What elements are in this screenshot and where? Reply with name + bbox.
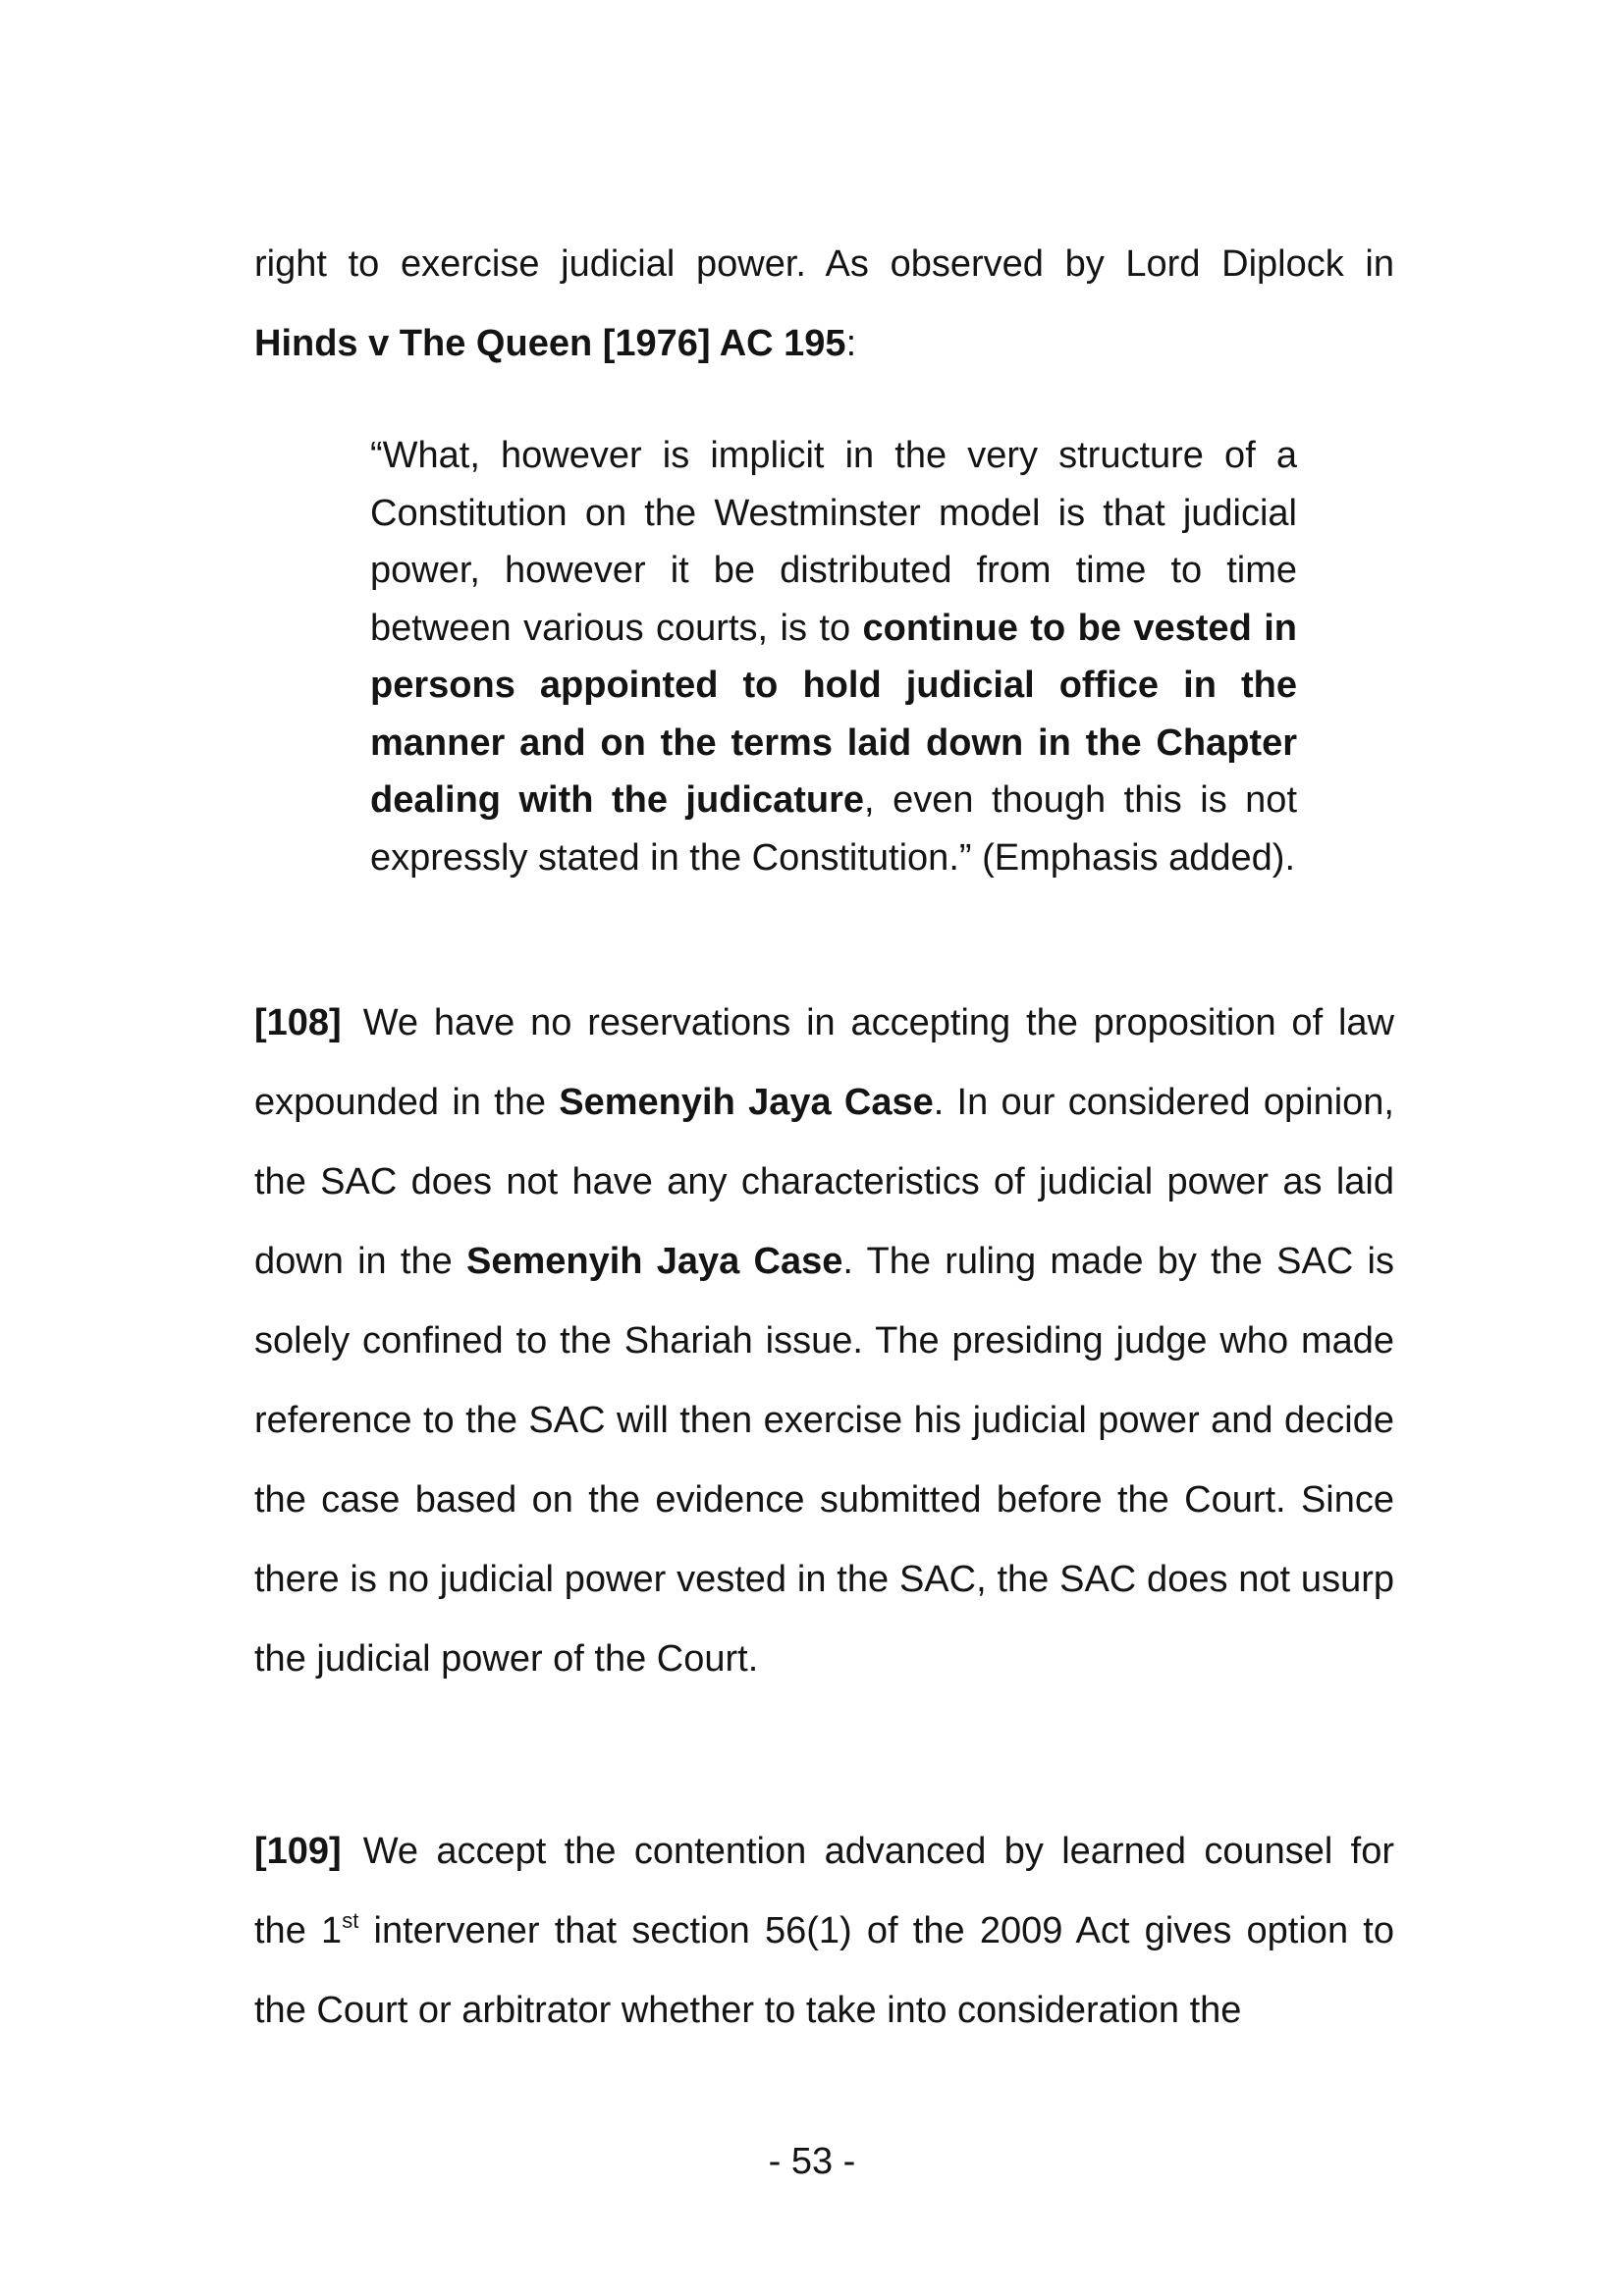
page-number: - 53 - (768, 2141, 856, 2182)
paragraph-text: intervener that section 56(1) of the 2009 Act gives option to the Court or arbitrator whether to take into consideration the (254, 1910, 1394, 2031)
paragraph-text: . The ruling made by the SAC is solely confined to the Shariah issue. The presiding judge who made reference to the SAC will then exercise his judicial power and decide the case based on the evidence submitted before the Court. Since there is no judicial power vested in the SAC, the SAC does not usurp the judicial power of the Court. (254, 1241, 1394, 1680)
paragraph-text: We accept the contention advanced by learned counsel for the 1 (254, 1831, 1394, 1951)
quote-text-start: “What, however is implicit in the very structure of a Constitution on the Westminster model is that judicial power, however it be distributed from time to time between various courts, is to (370, 435, 1297, 649)
case-citation: Hinds v The Queen [1976] AC 195 (254, 323, 846, 364)
intro-paragraph (254, 225, 1394, 384)
ordinal-superscript: st (342, 1908, 359, 1933)
paragraph-number: [109] (254, 1831, 342, 1872)
quote-emphasis: continue to be vested in persons appointed to hold judicial office in the manner and on the terms laid down in the Chapter dealing with the judicature (370, 607, 1297, 821)
case-reference: Semenyih Jaya Case (465, 1241, 843, 1282)
intro-text: right to exercise judicial power. As observed by Lord Diplock in (254, 243, 1394, 285)
paragraph-text: We have no reservations in accepting the proposition of law expounded in the (254, 1002, 1394, 1123)
paragraph-text: . In our considered opinion, the SAC does not have any characteristics of judicial power as laid down in the (254, 1082, 1394, 1282)
paragraph-108 (254, 984, 1394, 1699)
paragraph-109 (254, 1812, 1394, 2051)
block-quote (370, 427, 1297, 886)
intro-colon: : (845, 323, 857, 364)
paragraph-number: [108] (254, 1002, 342, 1043)
quote-text-end: , even though this is not expressly stated in the Constitution.” (Emphasis added). (370, 779, 1297, 879)
case-reference: Semenyih Jaya Case (559, 1082, 934, 1123)
